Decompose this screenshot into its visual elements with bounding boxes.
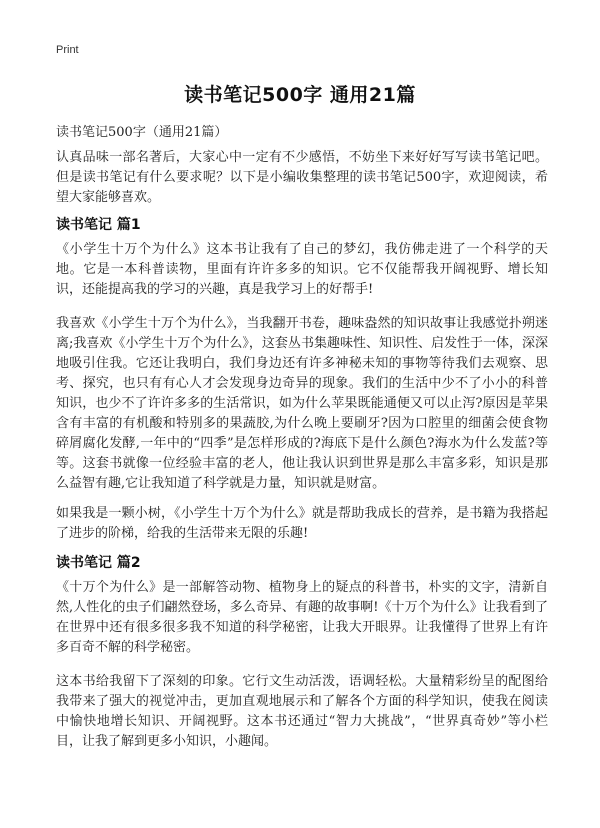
- page-subtitle: 读书笔记500字（通用21篇）: [56, 125, 228, 140]
- section-1-paragraph-1: 《小学生十万个为什么》这本书让我有了自己的梦幻，我仿佛走进了一个科学的天地。它是一本科普读物，里面有许许多多的知识。它不仅能帮我开阔视野、增长知识，还能提高我的学习的兴趣，真是我学习上的好帮手!: [56, 242, 548, 297]
- section-heading-2: 读书笔记 篇2: [56, 555, 141, 571]
- section-2-paragraph-1: 《十万个为什么》是一部解答动物、植物身上的疑点的科普书，朴实的文字，清新自然,人性化的虫子们翩然登场，多么奇异、有趣的故事啊!《十万个为什么》让我看到了在世界中还有很多很多我不知道的科学秘密，让我大开眼界。让我懂得了世界上有许多百奇不解的科学秘密。: [56, 580, 548, 655]
- section-2-paragraph-2: 这本书给我留下了深刻的印象。它行文生动活泼，语调轻松。大量精彩纷呈的配图给我带来了强大的视觉冲击，更加直观地展示和了解各个方面的科学知识，使我在阅读中愉快地增长知识、开阔视野。这本书还通过“智力大挑战”，“世界真奇妙”等小栏目，让我了解到更多小知识，小趣闻。: [56, 674, 548, 749]
- section-1-paragraph-3: 如果我是一颗小树，《小学生十万个为什么》就是帮助我成长的营养，是书籍为我搭起了进步的阶梯，给我的生活带来无限的乐趣!: [56, 506, 548, 541]
- section-1-paragraph-2: 我喜欢《小学生十万个为什么》，当我翻开书卷，趣味盎然的知识故事让我感觉扑朔迷离;我喜欢《小学生十万个为什么》，这套丛书集趣味性、知识性、启发性于一体，深深地吸引住我。它还让我明白，我们身边还有许多神秘未知的事物等待我们去观察、思考、探究，也只有有心人才会发现身边奇异的现象。我们的生活中少不了小小的科普知识，也少不了许许多多的生活常识，如为什么苹果既能通便又可以止泻?原因是苹果含有丰富的有机酸和特别多的果蔬胶,为什么晚上要刷牙?因为口腔里的细菌会使食物碎屑腐化发酵,一年中的“四季”是怎样形成的?海底下是什么颜色?海水为什么发蓝?等等。这套书就像一位经验丰富的老人，他让我认识到世界是那么丰富多彩，知识是那么益智有趣,它让我知道了科学就是力量，知识就是财富。: [56, 316, 548, 491]
- print-label[interactable]: Print: [56, 44, 79, 56]
- page-title: 读书笔记500字 通用21篇: [184, 84, 416, 106]
- section-heading-1: 读书笔记 篇1: [56, 217, 141, 233]
- intro-paragraph: 认真品味一部名著后，大家心中一定有不少感悟，不妨坐下来好好写写读书笔记吧。但是读书笔记有什么要求呢？以下是小编收集整理的读书笔记500字，欢迎阅读，希望大家能够喜欢。: [56, 150, 548, 205]
